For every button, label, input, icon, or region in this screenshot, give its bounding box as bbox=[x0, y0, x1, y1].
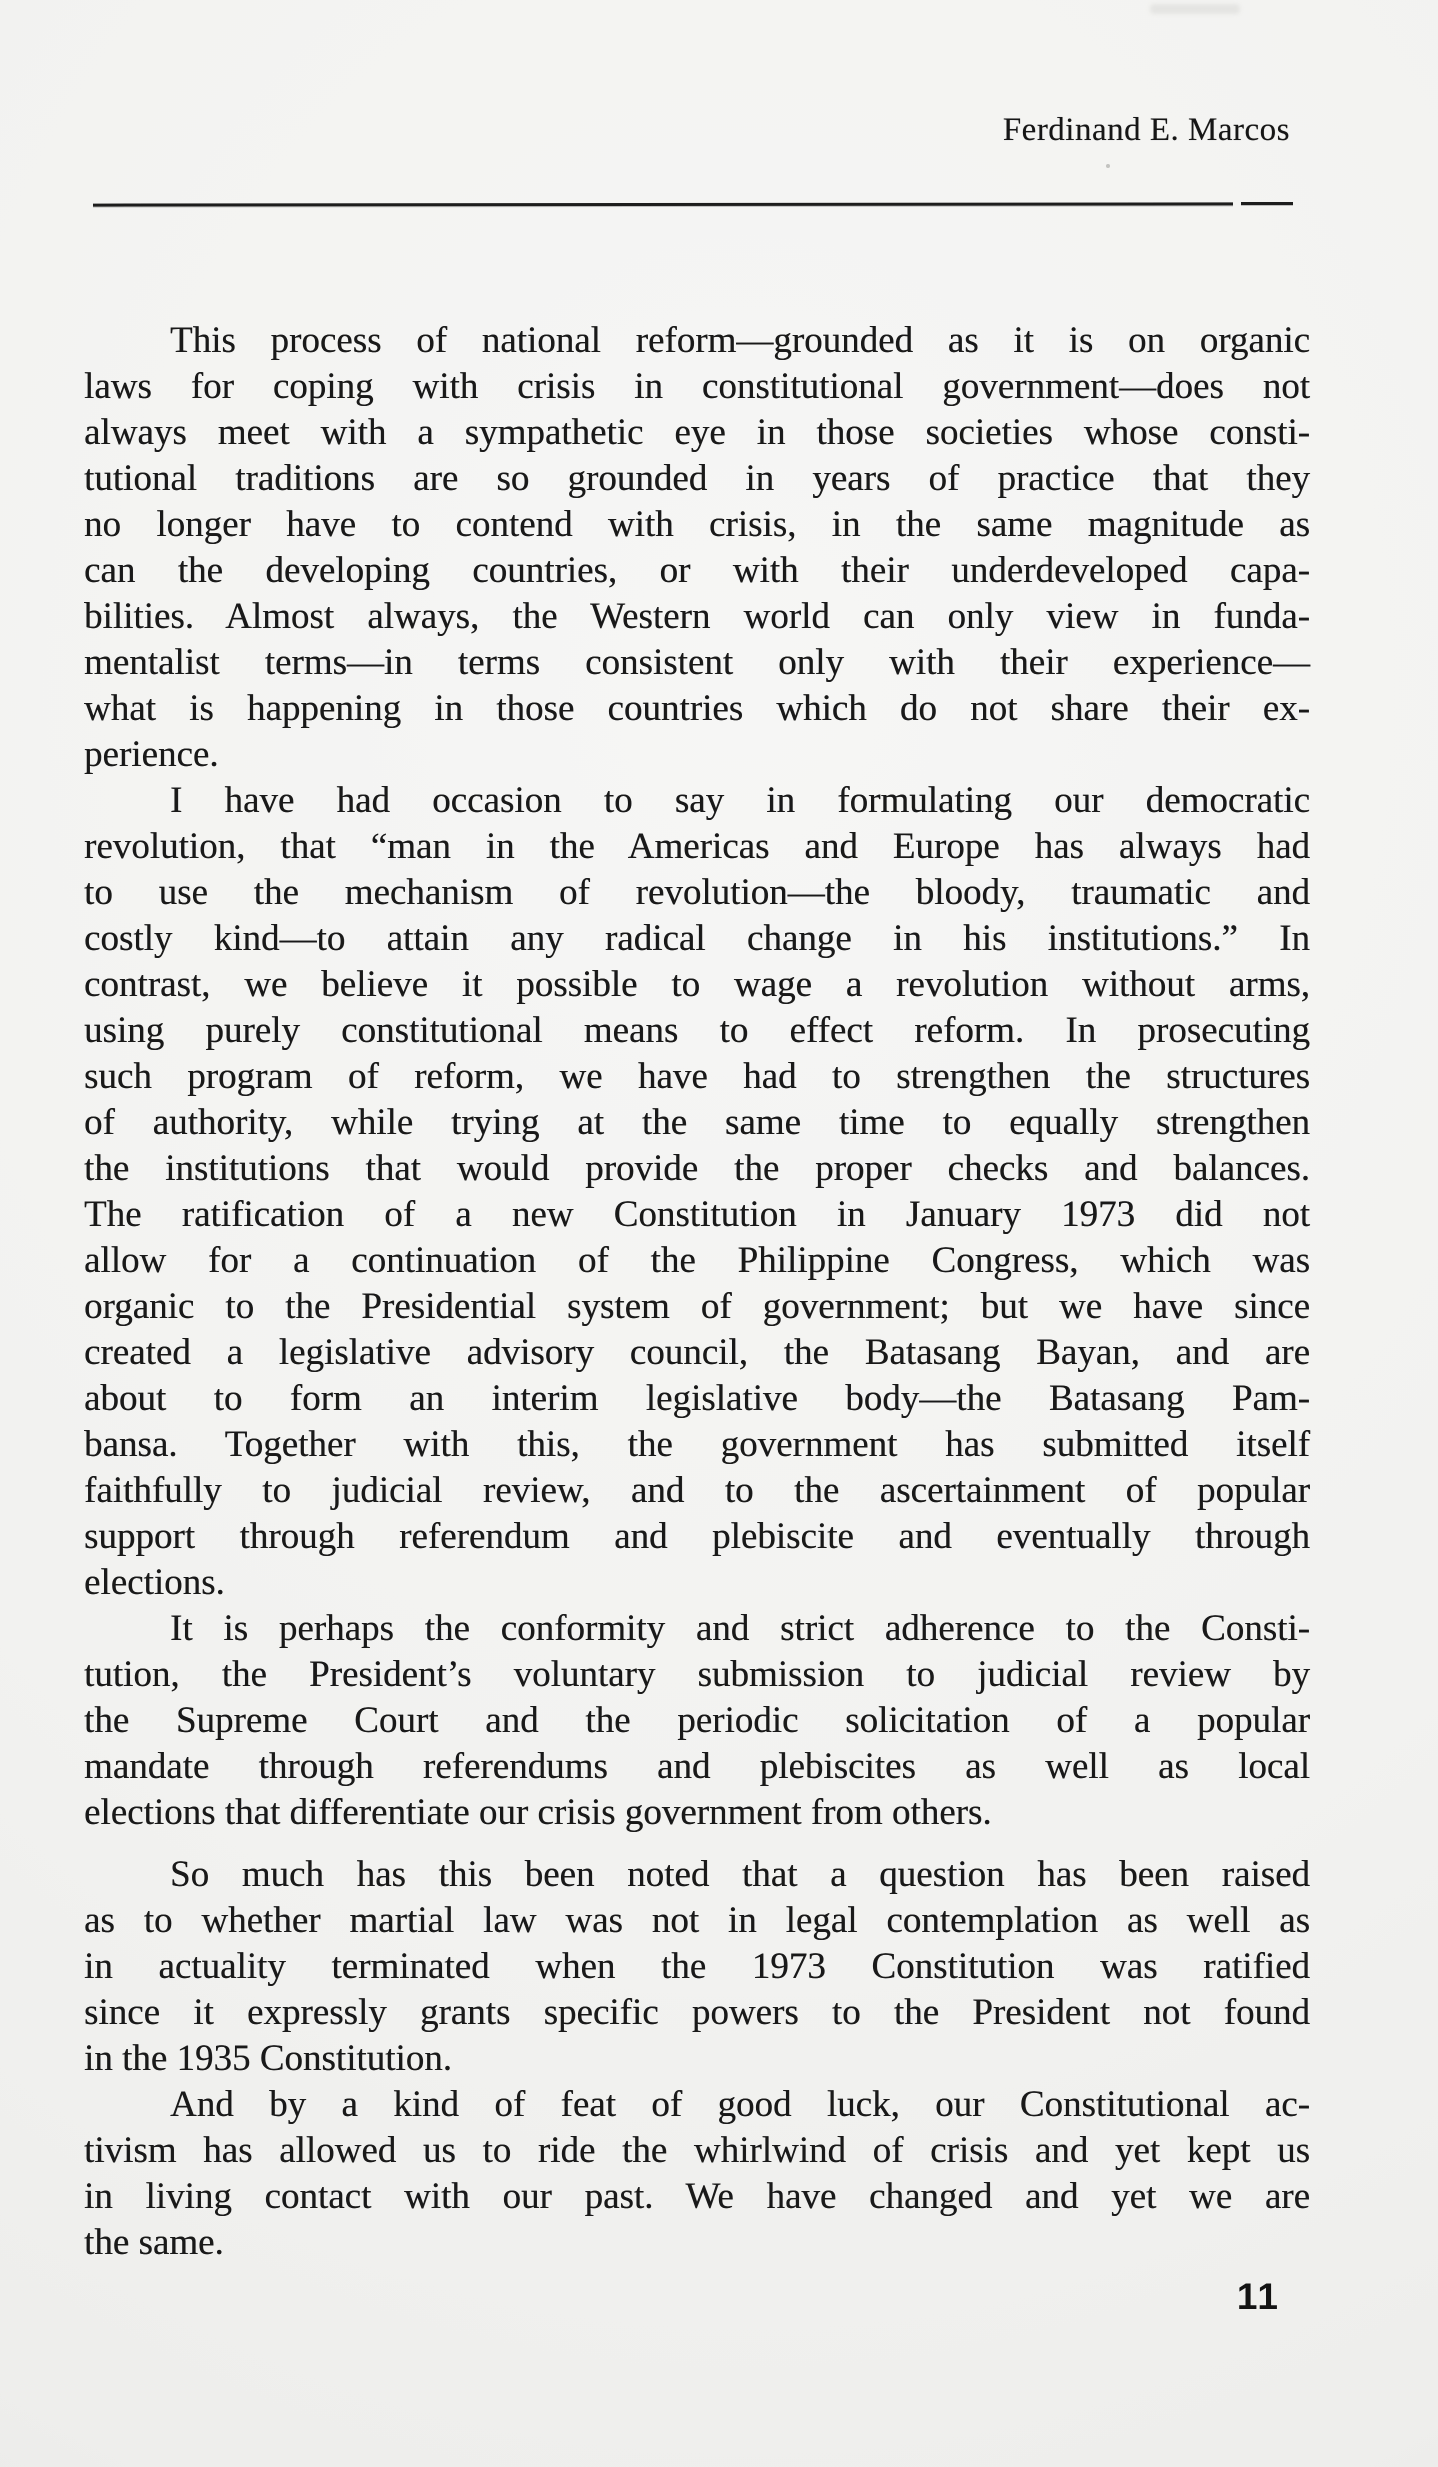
text-line: faithfully to judicial review, and to the ascertainment of popular bbox=[84, 1470, 1310, 1511]
text-line: bilities. Almost always, the Western world can only view in funda- bbox=[84, 596, 1310, 637]
text-line: perience. bbox=[84, 734, 219, 775]
text-line: tutional traditions are so grounded in years of practice that they bbox=[84, 458, 1310, 499]
text-line: So much has this been noted that a question has been raised bbox=[170, 1854, 1310, 1895]
running-header-author: Ferdinand E. Marcos bbox=[1002, 112, 1290, 148]
text-line: support through referendum and plebiscite and eventually through bbox=[84, 1516, 1310, 1557]
text-line: always meet with a sympathetic eye in those societies whose consti- bbox=[84, 412, 1310, 453]
text-line: the Supreme Court and the periodic solicitation of a popular bbox=[84, 1700, 1310, 1741]
text-line: as to whether martial law was not in legal contemplation as well as bbox=[84, 1900, 1310, 1941]
text-line: elections. bbox=[84, 1562, 225, 1603]
paragraph bbox=[84, 1606, 1310, 1836]
text-line: since it expressly grants specific powers to the President not found bbox=[84, 1992, 1310, 2033]
text-line: no longer have to contend with crisis, in the same magnitude as bbox=[84, 504, 1310, 545]
text-line: organic to the Presidential system of government; but we have since bbox=[84, 1286, 1310, 1327]
text-line: elections that differentiate our crisis government from others. bbox=[84, 1792, 992, 1833]
paragraph bbox=[84, 1852, 1310, 2082]
text-line: mentalist terms—in terms consistent only with their experience— bbox=[84, 642, 1310, 683]
text-line: revolution, that “man in the Americas and Europe has always had bbox=[84, 826, 1310, 867]
text-line: The ratification of a new Constitution in January 1973 did not bbox=[84, 1194, 1310, 1235]
text-line: in the 1935 Constitution. bbox=[84, 2038, 452, 2079]
text-line: such program of reform, we have had to strengthen the structures bbox=[84, 1056, 1310, 1097]
header-rule bbox=[93, 202, 1233, 206]
text-line: costly kind—to attain any radical change in his institutions.” In bbox=[84, 918, 1310, 959]
text-line: the same. bbox=[84, 2222, 224, 2263]
scan-speck bbox=[1106, 164, 1110, 168]
paragraph bbox=[84, 778, 1310, 1606]
text-line: allow for a continuation of the Philippine Congress, which was bbox=[84, 1240, 1310, 1281]
header-rule-segment bbox=[1241, 202, 1293, 205]
text-line: It is perhaps the conformity and strict adherence to the Consti- bbox=[170, 1608, 1310, 1649]
text-line: I have had occasion to say in formulating our democratic bbox=[170, 780, 1310, 821]
scan-artifact bbox=[1150, 4, 1240, 14]
text-line: tution, the President’s voluntary submission to judicial review by bbox=[84, 1654, 1310, 1695]
text-line: in living contact with our past. We have changed and yet we are bbox=[84, 2176, 1310, 2217]
page-number: 11 bbox=[1236, 2276, 1280, 2317]
text-line: using purely constitutional means to effect reform. In prosecuting bbox=[84, 1010, 1310, 1051]
text-line: the institutions that would provide the proper checks and balances. bbox=[84, 1148, 1310, 1189]
paragraph bbox=[84, 2082, 1310, 2266]
text-line: And by a kind of feat of good luck, our Constitutional ac- bbox=[170, 2084, 1310, 2125]
text-line: created a legislative advisory council, the Batasang Bayan, and are bbox=[84, 1332, 1310, 1373]
text-line: contrast, we believe it possible to wage a revolution without arms, bbox=[84, 964, 1310, 1005]
text-line: bansa. Together with this, the government has submitted itself bbox=[84, 1424, 1310, 1465]
text-line: in actuality terminated when the 1973 Constitution was ratified bbox=[84, 1946, 1310, 1987]
text-line: can the developing countries, or with their underdeveloped capa- bbox=[84, 550, 1310, 591]
text-line: This process of national reform—grounded as it is on organic bbox=[170, 320, 1310, 361]
body-text bbox=[84, 318, 1310, 2266]
text-line: mandate through referendums and plebiscites as well as local bbox=[84, 1746, 1310, 1787]
text-line: tivism has allowed us to ride the whirlwind of crisis and yet kept us bbox=[84, 2130, 1310, 2171]
text-line: what is happening in those countries which do not share their ex- bbox=[84, 688, 1310, 729]
text-line: about to form an interim legislative body—the Batasang Pam- bbox=[84, 1378, 1310, 1419]
paragraph bbox=[84, 318, 1310, 778]
text-line: to use the mechanism of revolution—the bloody, traumatic and bbox=[84, 872, 1310, 913]
text-line: laws for coping with crisis in constitutional government—does not bbox=[84, 366, 1310, 407]
text-line: of authority, while trying at the same time to equally strengthen bbox=[84, 1102, 1310, 1143]
